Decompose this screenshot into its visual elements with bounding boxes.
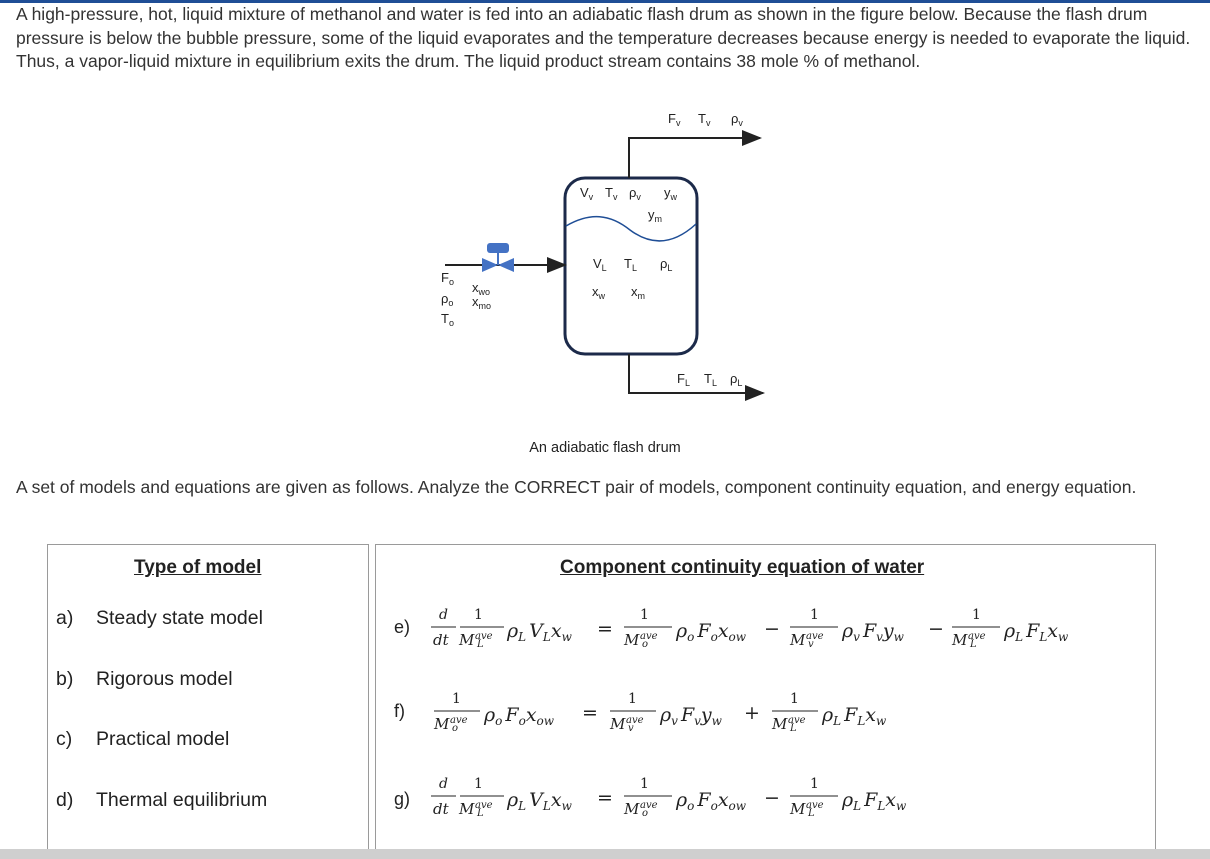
feed-valve-icon xyxy=(482,243,514,272)
svg-text:ρLFLxw: $\rho_L$ $F_Lx_w$ xyxy=(1004,620,1069,644)
svg-text:M: M xyxy=(624,800,640,818)
svg-text:ρoFoxow: $\rho_o$ $F_ox_{ow}$ xyxy=(676,789,747,813)
svg-text:ave: ave xyxy=(450,715,468,726)
label-xwo: $x_{wo}$ xyxy=(472,280,491,297)
svg-text:M: M xyxy=(772,715,788,733)
svg-text:M: M xyxy=(790,631,806,649)
label-ym: $y_m$ xyxy=(648,207,662,224)
equations-table xyxy=(375,544,1156,856)
label-TL-out: $T_L$ xyxy=(704,371,717,388)
svg-text:L: L xyxy=(808,808,815,819)
svg-text:1: 1 xyxy=(640,607,649,623)
model-option-a[interactable]: a) Steady state model xyxy=(56,607,263,629)
svg-text:1: 1 xyxy=(452,691,461,707)
model-option-d[interactable]: d) Thermal equilibrium xyxy=(56,789,268,811)
equation-f[interactable] xyxy=(394,691,887,734)
model-option-b[interactable]: b) Rigorous model xyxy=(56,668,233,690)
svg-text:L: L xyxy=(970,639,977,650)
svg-text:M: M xyxy=(434,715,450,733)
svg-text:1: 1 xyxy=(810,776,819,792)
label-Fo: $F_o$ xyxy=(441,270,454,287)
equation-e[interactable] xyxy=(394,607,1069,650)
svg-text:=: = xyxy=(597,787,613,809)
svg-text:=: = xyxy=(582,702,598,724)
vapor-outlet-stream xyxy=(629,138,760,178)
svg-text:1: 1 xyxy=(972,607,981,623)
question-text: A set of models and equations are given as follows. Analyze the CORRECT pair of models, component continuity equation, and energy equation. xyxy=(16,477,1137,497)
label-xmo: $x_{mo}$ xyxy=(472,294,492,311)
svg-text:L: L xyxy=(477,808,484,819)
svg-text:ρvFvyw: $\rho_v$ $F_vy_w$ xyxy=(660,704,722,728)
svg-text:ρLFLxw: $\rho_L$ $F_Lx_w$ xyxy=(822,704,887,728)
svg-text:−: − xyxy=(764,787,780,809)
svg-text:M: M xyxy=(459,800,475,818)
label-Tv-drum: $T_v$ xyxy=(605,185,618,202)
models-table xyxy=(47,544,369,856)
label-To: $T_o$ xyxy=(441,311,454,328)
svg-text:ave: ave xyxy=(475,631,493,642)
model-option-c[interactable]: c) Practical model xyxy=(56,728,230,750)
horizontal-scrollbar[interactable] xyxy=(0,849,1210,859)
equation-g[interactable] xyxy=(394,776,907,819)
svg-text:ave: ave xyxy=(640,800,658,811)
label-VL: $V_L$ xyxy=(593,256,607,273)
label-TL: $T_L$ xyxy=(624,256,637,273)
svg-text:ave: ave xyxy=(968,631,986,642)
label-rhoL: $\rho_L$ xyxy=(660,256,673,273)
label-rhoL-out: $\rho_L$ xyxy=(730,371,743,388)
svg-text:1: 1 xyxy=(474,776,483,792)
svg-text:M: M xyxy=(610,715,626,733)
label-Fv: $F_v$ xyxy=(668,111,681,128)
svg-text:ρoFoxow: $\rho_o$ $F_ox_{ow}$ xyxy=(484,704,555,728)
svg-text:o: o xyxy=(642,639,649,650)
svg-text:dt: dt xyxy=(433,631,449,649)
svg-text:=: = xyxy=(597,618,613,640)
svg-text:M: M xyxy=(790,800,806,818)
problem-intro: A high-pressure, hot, liquid mixture of methanol and water is fed into an adiabatic flash drum as shown in the figure below. Because the flash drum pressure is below the bubble pressure, some of the liquid evaporates and the temperature decreases because energy is needed to evaporate the liquid. Thus, a vapor-liquid mixture in equilibrium exits the drum. The liquid product stream contains 38 mole % of methanol. xyxy=(16,4,1191,71)
svg-text:ave: ave xyxy=(806,631,824,642)
label-rhoo: $\rho_o$ xyxy=(441,291,454,308)
svg-text:ave: ave xyxy=(475,800,493,811)
label-rhov: $\rho_v$ xyxy=(731,111,743,128)
label-FL: $F_L$ xyxy=(677,371,690,388)
svg-text:dt: dt xyxy=(433,800,449,818)
svg-text:L: L xyxy=(477,639,484,650)
svg-text:v: v xyxy=(628,723,634,734)
svg-text:1: 1 xyxy=(474,607,483,623)
svg-text:o: o xyxy=(452,723,459,734)
svg-text:ave: ave xyxy=(806,800,824,811)
label-yw: $y_w$ xyxy=(664,185,677,202)
svg-text:e): e) xyxy=(394,617,411,637)
svg-text:1: 1 xyxy=(810,607,819,623)
svg-text:L: L xyxy=(790,723,797,734)
liquid-outlet-stream xyxy=(629,354,763,393)
svg-text:1: 1 xyxy=(640,776,649,792)
svg-text:1: 1 xyxy=(790,691,799,707)
svg-text:d: d xyxy=(439,776,448,792)
svg-text:ρLVLxw: $\rho_L$ $V_Lx_w$ xyxy=(507,789,572,813)
label-rhov-drum: $\rho_v$ xyxy=(629,185,641,202)
svg-text:o: o xyxy=(642,808,649,819)
svg-text:ave: ave xyxy=(626,715,644,726)
svg-text:ρoFoxow: $\rho_o$ $F_ox_{ow}$ xyxy=(676,620,747,644)
equations-header: Component continuity equation of water xyxy=(560,557,925,578)
svg-text:ave: ave xyxy=(640,631,658,642)
svg-text:f): f) xyxy=(394,701,405,721)
label-xm: $x_m$ xyxy=(631,284,645,301)
svg-text:+: + xyxy=(744,702,760,724)
svg-text:1: 1 xyxy=(628,691,637,707)
svg-text:M: M xyxy=(459,631,475,649)
models-header: Type of model xyxy=(134,557,262,578)
label-Tv: $T_v$ xyxy=(698,111,711,128)
svg-text:v: v xyxy=(808,639,814,650)
svg-text:g): g) xyxy=(394,789,411,809)
equations-rendering xyxy=(376,545,1155,845)
svg-text:ρvFvyw: $\rho_v$ $F_vy_w$ xyxy=(842,620,904,644)
svg-text:−: − xyxy=(928,618,944,640)
svg-text:M: M xyxy=(952,631,968,649)
figure-caption: An adiabatic flash drum xyxy=(529,440,681,456)
label-Vv: $V_v$ xyxy=(580,185,594,202)
svg-text:d: d xyxy=(439,607,448,623)
svg-text:ρLVLxw: $\rho_L$ $V_Lx_w$ xyxy=(507,620,572,644)
svg-text:M: M xyxy=(624,631,640,649)
svg-text:ρLFLxw: $\rho_L$ $F_Lx_w$ xyxy=(842,789,907,813)
label-xw: $x_w$ xyxy=(592,284,605,301)
svg-text:−: − xyxy=(764,618,780,640)
svg-text:ave: ave xyxy=(788,715,806,726)
